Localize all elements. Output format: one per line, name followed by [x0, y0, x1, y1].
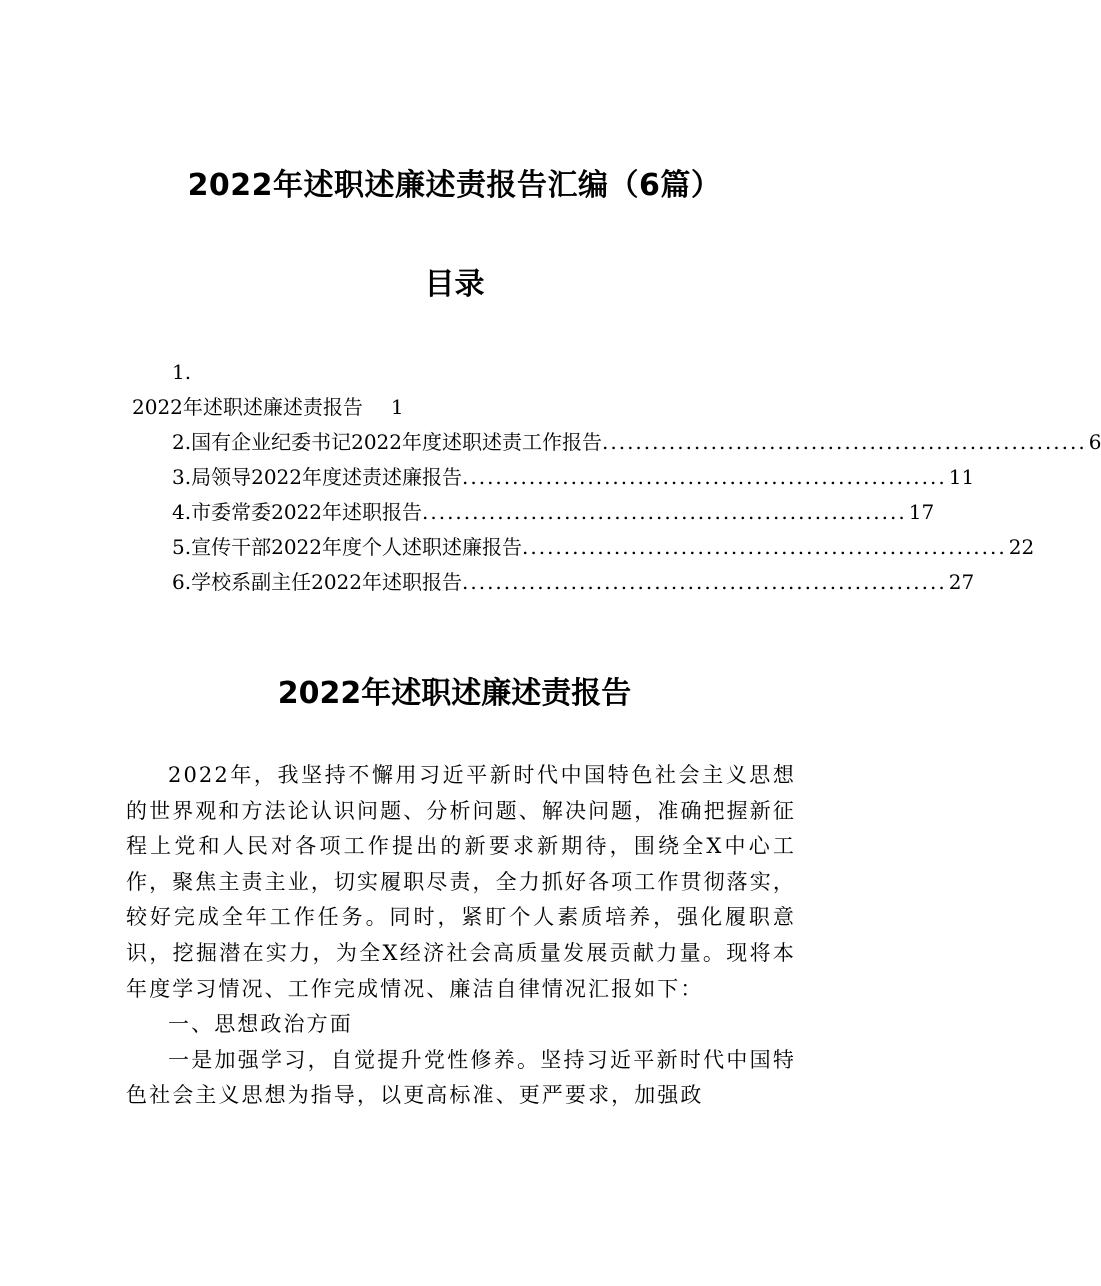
toc-entry-label: 宣传干部2022年度个人述职述廉报告 [191, 535, 522, 559]
toc-entry-label: 局领导2022年度述责述廉报告 [191, 465, 462, 489]
toc-entry-1[interactable] [132, 390, 757, 425]
paragraph-intro: 2022年，我坚持不懈用习近平新时代中国特色社会主义思想的世界观和方法论认识问题、分析问题、解决问题，准确把握新征程上党和人民对各项工作提出的新要求新期待，围绕全X中心工作，聚焦主责主业，切实履职尽责，全力抓好各项工作贯彻落实，较好完成全年工作任务。同时，紧盯个人素质培养，强化履职意识，挖掘潜在实力，为全X经济社会高质量发展贡献力量。现将本年度学习情况、工作完成情况、廉洁自律情况汇报如下： [126, 763, 796, 1001]
toc-entry-label: 学校系副主任2022年述职报告 [191, 570, 462, 594]
toc-entry-number: 2. [172, 430, 192, 454]
toc-leader-dots: .......................................................... [602, 430, 1087, 454]
toc-heading: 目录 [424, 267, 485, 302]
toc-entry-label: 国有企业纪委书记2022年度述职述责工作报告 [191, 430, 602, 454]
paragraph-heading-political: 一、思想政治方面 [168, 1012, 353, 1037]
section-title: 2022年述职述廉述责报告 [277, 676, 632, 711]
toc-leader-dots: .......................................................... [422, 500, 907, 524]
body-text [126, 758, 796, 1114]
table-of-contents [132, 355, 1101, 600]
toc-entry-1-number[interactable]: 1. [172, 360, 192, 384]
toc-entry-label: 市委常委2022年述职报告 [191, 500, 422, 524]
toc-entry-number: 5. [172, 535, 192, 559]
toc-entry-3[interactable] [132, 460, 975, 495]
toc-entry-number: 3. [172, 465, 192, 489]
toc-leader-dots: .......................................................... [462, 570, 947, 594]
toc-entry-2[interactable] [132, 425, 1101, 460]
toc-leader-dots: .......................................................... [522, 535, 1007, 559]
toc-entry-page: 27 [948, 570, 975, 594]
toc-entry-1-label: 2022年述职述廉述责报告 [132, 395, 363, 419]
document-title: 2022年述职述廉述责报告汇编（6篇） [187, 168, 722, 203]
toc-entry-4[interactable] [132, 495, 935, 530]
toc-entry-number: 6. [172, 570, 192, 594]
toc-leader-dots: .......................................................... [462, 465, 947, 489]
toc-entry-number: 4. [172, 500, 192, 524]
toc-entry-page: 6 [1088, 430, 1101, 454]
toc-entry-page: 22 [1008, 535, 1035, 559]
toc-entry-page: 17 [908, 500, 935, 524]
toc-entry-1-page: 1 [390, 395, 404, 419]
toc-entry-page: 11 [948, 465, 975, 489]
toc-entry-5[interactable] [132, 530, 1035, 565]
paragraph-study: 一是加强学习，自觉提升党性修养。坚持习近平新时代中国特色社会主义思想为指导，以更高标准、更严要求，加强政 [126, 1047, 796, 1108]
toc-entry-6[interactable] [132, 565, 975, 600]
